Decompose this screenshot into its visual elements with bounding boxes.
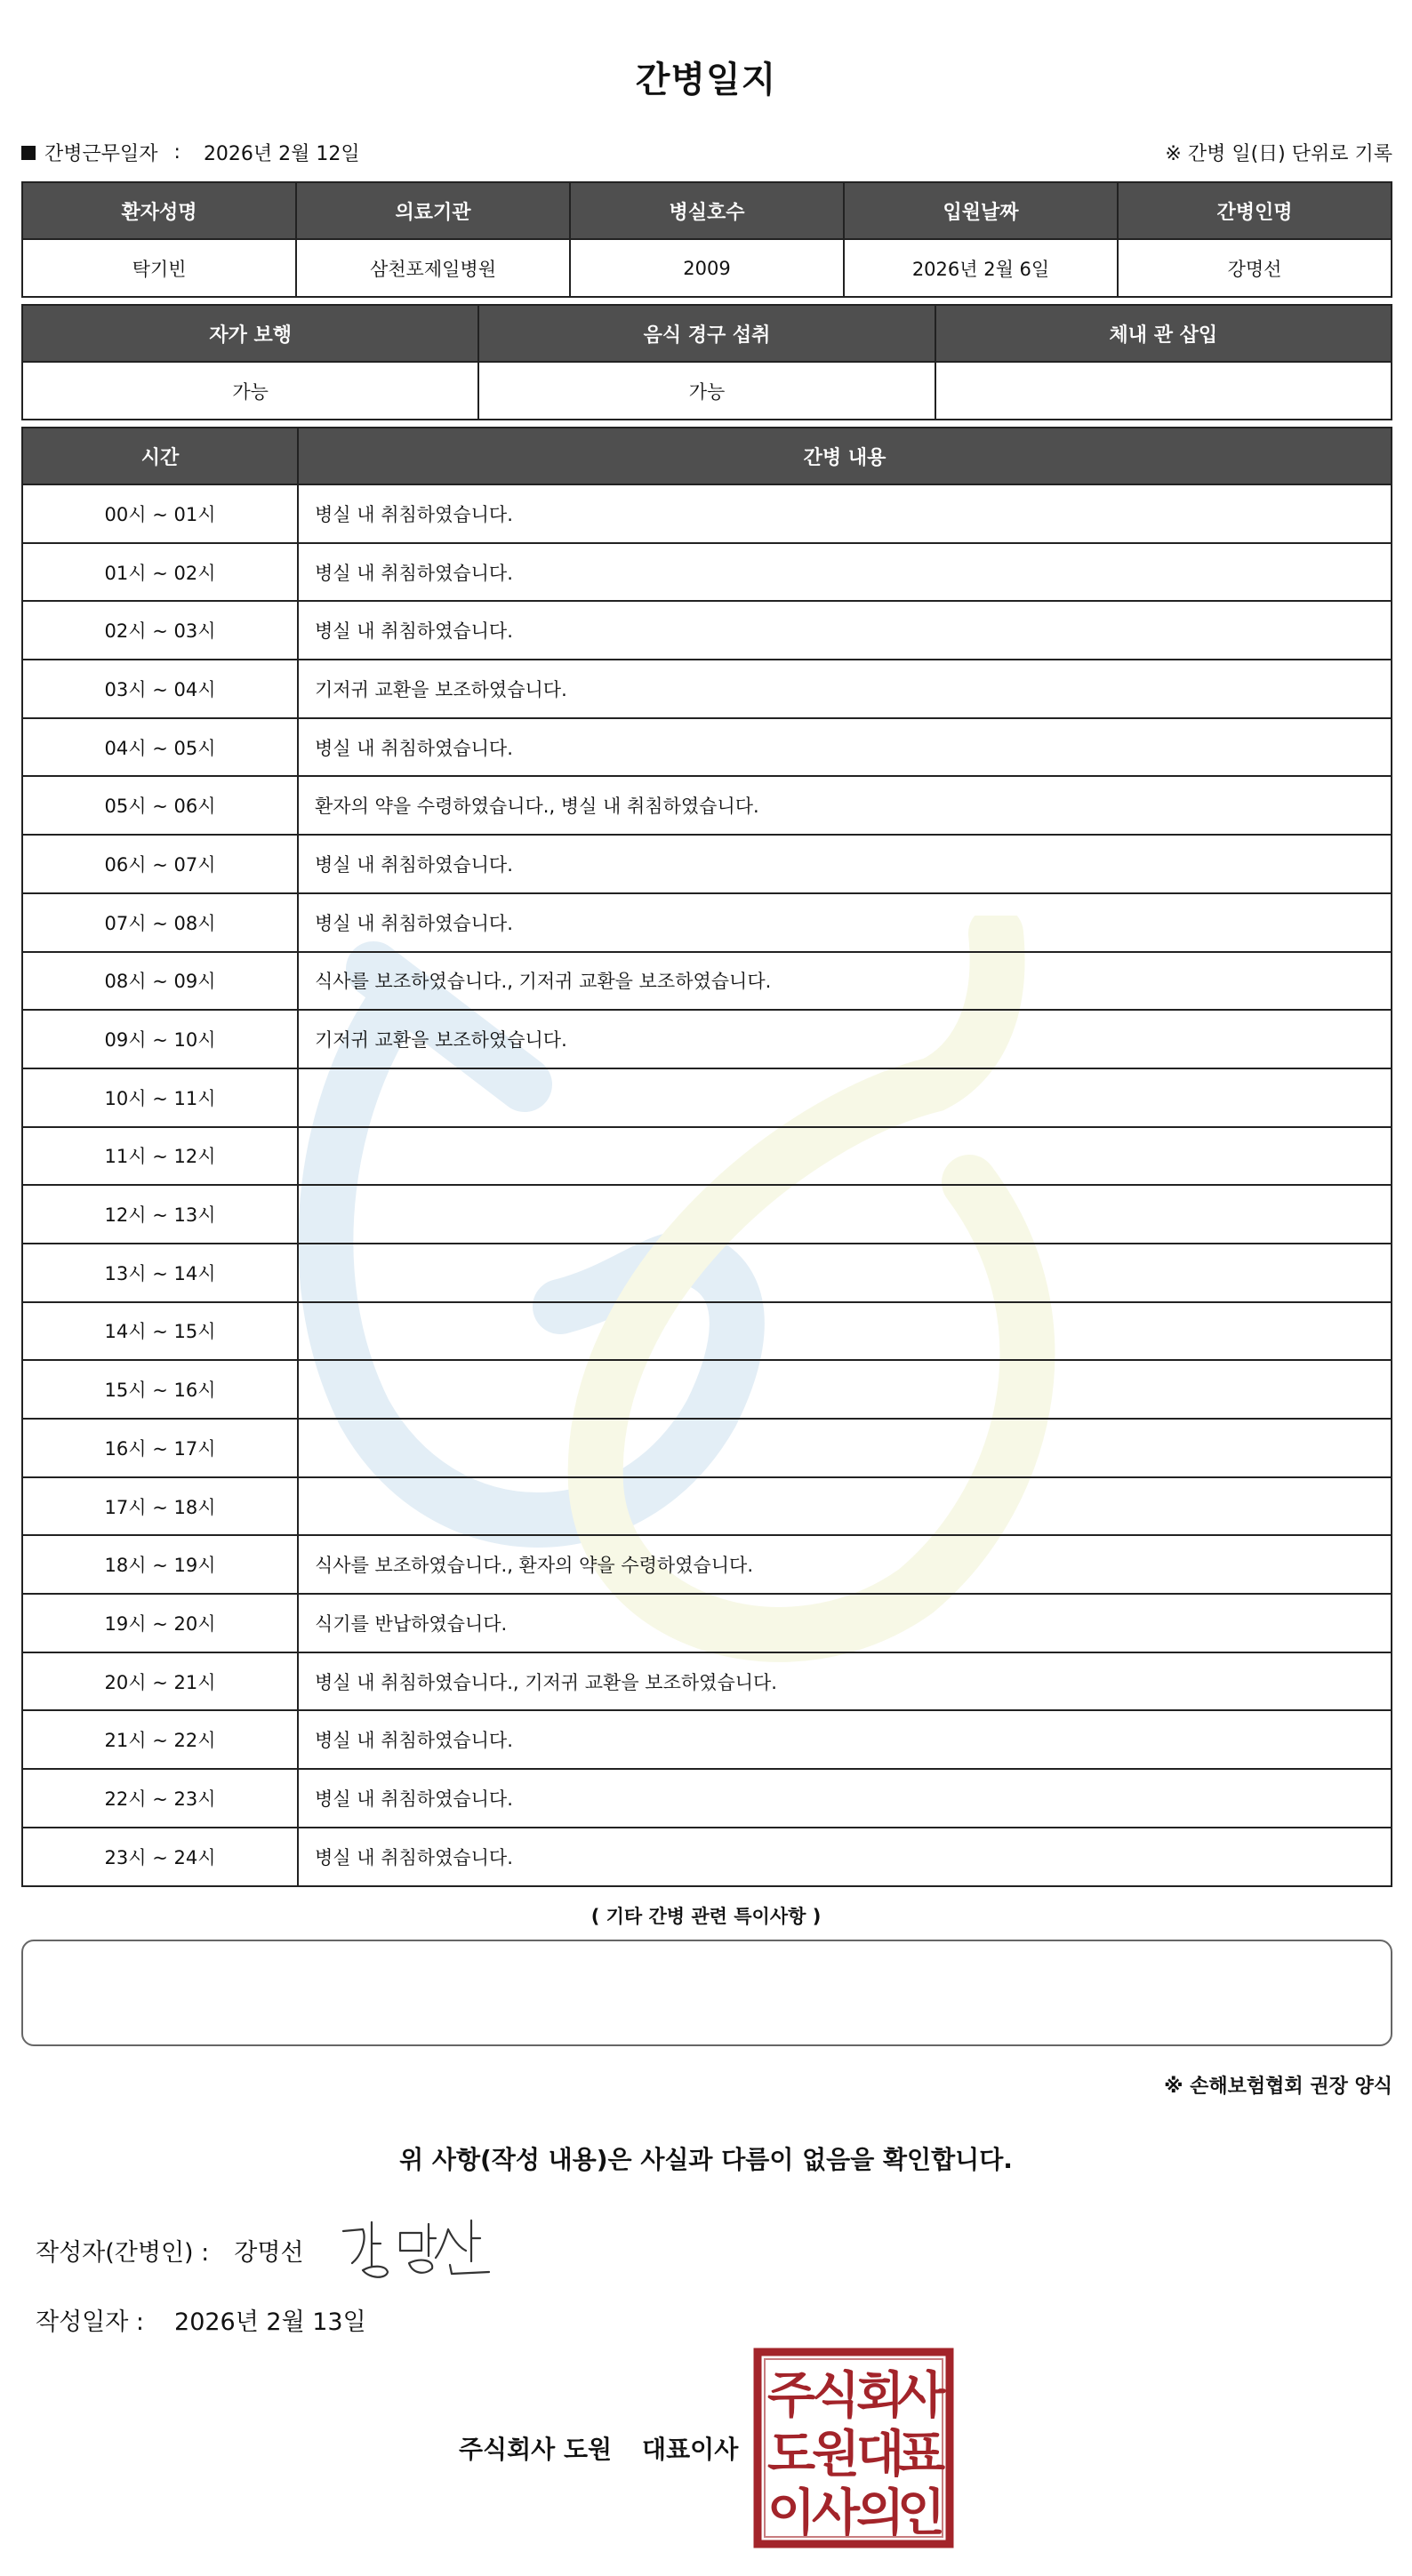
tube-insertion-value bbox=[935, 362, 1392, 420]
header-tube-insertion: 체내 관 삽입 bbox=[935, 305, 1392, 362]
row-time: 05시 ~ 06시 bbox=[22, 776, 298, 835]
row-time: 21시 ~ 22시 bbox=[22, 1710, 298, 1769]
work-date-label: 간병근무일자 bbox=[44, 143, 158, 165]
table-row bbox=[22, 718, 1392, 777]
header-institution: 의료기관 bbox=[296, 182, 570, 239]
svg-text:회: 회 bbox=[855, 2367, 905, 2425]
written-date-value: 2026년 2월 13일 bbox=[174, 2308, 366, 2336]
header-oral-intake: 음식 경구 섭취 bbox=[478, 305, 935, 362]
svg-text:대: 대 bbox=[855, 2426, 905, 2484]
care-schedule-table bbox=[21, 427, 1392, 1887]
row-time: 22시 ~ 23시 bbox=[22, 1769, 298, 1828]
table-row bbox=[22, 1127, 1392, 1186]
row-content bbox=[298, 1477, 1392, 1536]
confirmation-statement: 위 사항(작성 내용)은 사실과 다름이 없음을 확인합니다. bbox=[399, 2145, 1013, 2174]
patient-info-table bbox=[21, 181, 1392, 298]
row-time: 04시 ~ 05시 bbox=[22, 718, 298, 777]
row-content: 식사를 보조하였습니다., 기저귀 교환을 보조하였습니다. bbox=[298, 952, 1392, 1011]
svg-text:표: 표 bbox=[896, 2426, 946, 2484]
handwritten-signature bbox=[336, 2212, 496, 2283]
row-content: 병실 내 취침하였습니다. bbox=[298, 601, 1392, 660]
row-content: 환자의 약을 수령하였습니다., 병실 내 취침하였습니다. bbox=[298, 776, 1392, 835]
row-content: 병실 내 취침하였습니다. bbox=[298, 1769, 1392, 1828]
svg-text:사: 사 bbox=[896, 2367, 946, 2425]
svg-text:주: 주 bbox=[766, 2367, 816, 2425]
row-content: 병실 내 취침하였습니다. bbox=[298, 484, 1392, 543]
special-notes-title: ( 기타 간병 관련 특이사항 ) bbox=[590, 1906, 822, 1927]
square-bullet-icon bbox=[21, 146, 36, 160]
caregiver-name: 강명선 bbox=[1118, 239, 1392, 297]
unit-note: ※ 간병 일(日) 단위로 기록 bbox=[1165, 143, 1392, 165]
oral-intake-value: 가능 bbox=[478, 362, 935, 420]
row-content: 병실 내 취침하였습니다., 기저귀 교환을 보조하였습니다. bbox=[298, 1652, 1392, 1711]
row-content: 기저귀 교환을 보조하였습니다. bbox=[298, 660, 1392, 718]
table-row bbox=[22, 1477, 1392, 1536]
company-seal-stamp bbox=[752, 2347, 955, 2549]
writer-line bbox=[36, 2233, 304, 2268]
table-row bbox=[22, 776, 1392, 835]
row-content: 식기를 반납하였습니다. bbox=[298, 1594, 1392, 1652]
table-row bbox=[22, 1302, 1392, 1361]
written-date-label: 작성일자 : bbox=[36, 2308, 145, 2336]
row-time: 11시 ~ 12시 bbox=[22, 1127, 298, 1186]
row-time: 14시 ~ 15시 bbox=[22, 1302, 298, 1361]
table-row bbox=[22, 1594, 1392, 1652]
header-time: 시간 bbox=[22, 428, 298, 484]
row-content: 병실 내 취침하였습니다. bbox=[298, 718, 1392, 777]
recommendation-note: ※ 손해보험협회 권장 양식 bbox=[1164, 2076, 1392, 2098]
patient-status-table bbox=[21, 304, 1392, 420]
table-row bbox=[22, 1010, 1392, 1068]
row-content: 식사를 보조하였습니다., 환자의 약을 수령하였습니다. bbox=[298, 1535, 1392, 1594]
row-time: 00시 ~ 01시 bbox=[22, 484, 298, 543]
work-date-colon: : bbox=[173, 141, 181, 164]
table-row bbox=[22, 1185, 1392, 1244]
table-row bbox=[22, 1068, 1392, 1127]
table-row bbox=[22, 1710, 1392, 1769]
company-name: 주식회사 도원 bbox=[459, 2435, 613, 2464]
row-time: 09시 ~ 10시 bbox=[22, 1010, 298, 1068]
institution: 삼천포제일병원 bbox=[296, 239, 570, 297]
header-care-content: 간병 내용 bbox=[298, 428, 1392, 484]
row-content bbox=[298, 1244, 1392, 1302]
row-content bbox=[298, 1302, 1392, 1361]
admission-date: 2026년 2월 6일 bbox=[844, 239, 1118, 297]
row-content bbox=[298, 1068, 1392, 1127]
row-time: 19시 ~ 20시 bbox=[22, 1594, 298, 1652]
row-time: 03시 ~ 04시 bbox=[22, 660, 298, 718]
row-content: 병실 내 취침하였습니다. bbox=[298, 835, 1392, 893]
row-time: 17시 ~ 18시 bbox=[22, 1477, 298, 1536]
svg-text:의: 의 bbox=[855, 2484, 905, 2542]
header-admission-date: 입원날짜 bbox=[844, 182, 1118, 239]
row-content: 기저귀 교환을 보조하였습니다. bbox=[298, 1010, 1392, 1068]
table-row bbox=[22, 1244, 1392, 1302]
row-time: 08시 ~ 09시 bbox=[22, 952, 298, 1011]
table-row bbox=[22, 1535, 1392, 1594]
row-content bbox=[298, 1185, 1392, 1244]
table-row bbox=[22, 660, 1392, 718]
header-room-number: 병실호수 bbox=[570, 182, 844, 239]
row-content: 병실 내 취침하였습니다. bbox=[298, 893, 1392, 952]
svg-text:도: 도 bbox=[766, 2426, 816, 2484]
work-date bbox=[21, 139, 360, 166]
table-row bbox=[22, 952, 1392, 1011]
table-row bbox=[22, 543, 1392, 602]
patient-name: 탁기빈 bbox=[22, 239, 296, 297]
document-title: 간병일지 bbox=[635, 60, 777, 100]
svg-text:이: 이 bbox=[766, 2484, 816, 2542]
row-content bbox=[298, 1419, 1392, 1477]
svg-text:식: 식 bbox=[811, 2367, 861, 2425]
table-row bbox=[22, 1652, 1392, 1711]
row-time: 18시 ~ 19시 bbox=[22, 1535, 298, 1594]
special-notes-box bbox=[21, 1940, 1392, 2046]
row-content: 병실 내 취침하였습니다. bbox=[298, 1828, 1392, 1886]
row-time: 01시 ~ 02시 bbox=[22, 543, 298, 602]
row-content: 병실 내 취침하였습니다. bbox=[298, 543, 1392, 602]
work-date-value: 2026년 2월 12일 bbox=[203, 143, 360, 165]
table-row bbox=[22, 1419, 1392, 1477]
table-row bbox=[22, 835, 1392, 893]
company-representative: 대표이사 bbox=[642, 2435, 739, 2464]
company-line bbox=[459, 2430, 738, 2466]
writer-label: 작성자(간병인) : bbox=[36, 2239, 210, 2267]
row-time: 13시 ~ 14시 bbox=[22, 1244, 298, 1302]
table-row bbox=[22, 1769, 1392, 1828]
svg-text:원: 원 bbox=[811, 2426, 861, 2484]
row-content bbox=[298, 1127, 1392, 1186]
row-content: 병실 내 취침하였습니다. bbox=[298, 1710, 1392, 1769]
row-time: 07시 ~ 08시 bbox=[22, 893, 298, 952]
row-time: 16시 ~ 17시 bbox=[22, 1419, 298, 1477]
row-time: 06시 ~ 07시 bbox=[22, 835, 298, 893]
table-row bbox=[22, 601, 1392, 660]
room-number: 2009 bbox=[570, 239, 844, 297]
table-row bbox=[22, 893, 1392, 952]
table-row bbox=[22, 1828, 1392, 1886]
row-time: 20시 ~ 21시 bbox=[22, 1652, 298, 1711]
writer-name: 강명선 bbox=[234, 2239, 304, 2267]
table-row bbox=[22, 1360, 1392, 1419]
row-time: 02시 ~ 03시 bbox=[22, 601, 298, 660]
row-time: 23시 ~ 24시 bbox=[22, 1828, 298, 1886]
header-caregiver-name: 간병인명 bbox=[1118, 182, 1392, 239]
row-time: 10시 ~ 11시 bbox=[22, 1068, 298, 1127]
table-row bbox=[22, 484, 1392, 543]
header-self-walking: 자가 보행 bbox=[22, 305, 478, 362]
written-date-line bbox=[36, 2302, 366, 2337]
svg-text:사: 사 bbox=[811, 2484, 861, 2542]
svg-text:인: 인 bbox=[896, 2484, 946, 2542]
row-time: 12시 ~ 13시 bbox=[22, 1185, 298, 1244]
row-content bbox=[298, 1360, 1392, 1419]
row-time: 15시 ~ 16시 bbox=[22, 1360, 298, 1419]
self-walking-value: 가능 bbox=[22, 362, 478, 420]
header-patient-name: 환자성명 bbox=[22, 182, 296, 239]
